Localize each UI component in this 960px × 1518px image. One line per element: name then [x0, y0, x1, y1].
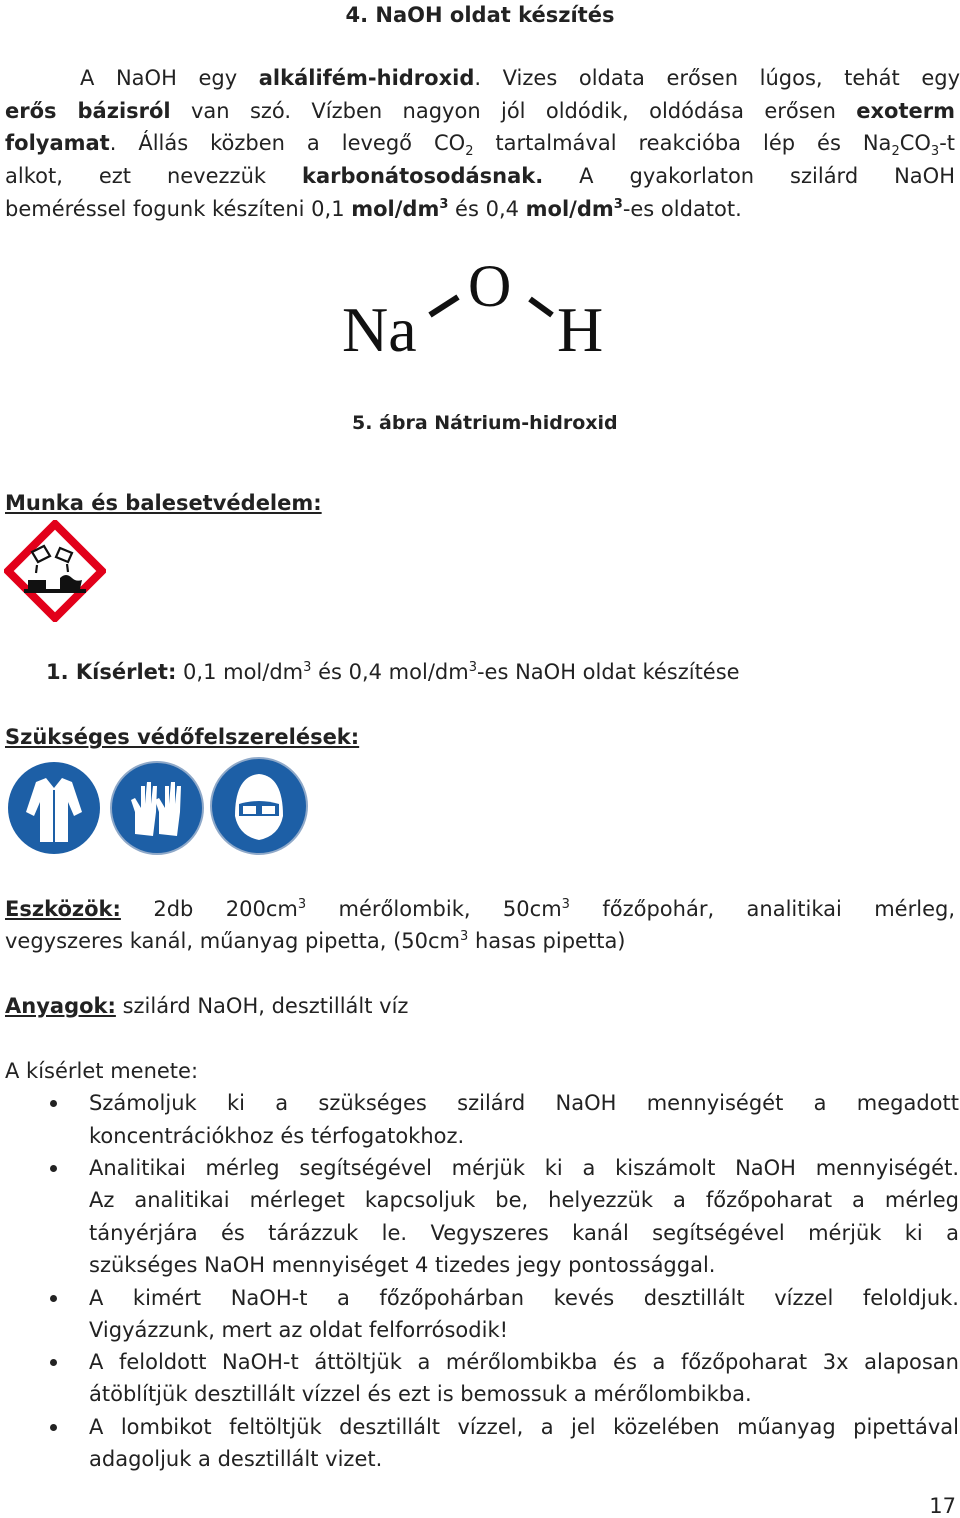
atom-o: O [468, 253, 512, 319]
text: 2db 200cm [120, 897, 298, 921]
intro-line-4 [5, 160, 955, 192]
unit: mol/dm [351, 197, 440, 221]
text: és 0,4 [448, 197, 526, 221]
bond-o-h [530, 299, 552, 315]
goggles-svg [209, 756, 309, 856]
text: 0,1 mol/dm [176, 660, 304, 684]
tools-line-2 [5, 925, 955, 957]
bullet-icon [50, 1295, 57, 1302]
gloves-icon [109, 760, 205, 856]
text: beméréssel fogunk készíteni 0,1 [5, 197, 352, 221]
ppe-title [5, 722, 359, 752]
step-2-line-3: tányérjára és tárázzuk le. Vegyszeres kanál segítségével mérjük ki a [89, 1221, 959, 1245]
superscript: 3 [561, 897, 570, 912]
step-4-line-1: A feloldott NaOH-t áttöltjük a mérőlombikba és a főzőpoharat 3x alaposan [89, 1350, 959, 1374]
text: vegyszeres kanál, műanyag pipetta, (50cm [5, 929, 460, 953]
bullet-icon [50, 1424, 57, 1431]
bullet-icon [50, 1359, 57, 1366]
procedure-title-text: A kísérlet menete: [5, 1059, 199, 1083]
term: alkálifém-hidroxid [258, 66, 475, 90]
tools-line-1 [5, 893, 955, 925]
text: -t [939, 131, 956, 155]
text: . Állás közben a levegő CO [109, 131, 466, 155]
intro-line-2 [5, 95, 955, 127]
corrosive-hazard-svg [4, 520, 106, 622]
subscript: 3 [930, 144, 940, 160]
step-2-line-1: Analitikai mérleg segítségével mérjük ki a kiszámolt NaOH mennyiségét. [89, 1156, 959, 1180]
term: karbonátosodásnak. [302, 164, 544, 188]
term: folyamat [5, 131, 110, 155]
experiment-number: 1. [46, 660, 76, 684]
materials-line [5, 990, 955, 1022]
text: A NaOH egy [80, 66, 259, 90]
intro-line-5 [5, 193, 955, 225]
text: és 0,4 mol/dm [311, 660, 469, 684]
unit: mol/dm [525, 197, 614, 221]
text: . Vizes oldata erősen lúgos, tehát egy [474, 66, 960, 90]
text: van szó. Vízben nagyon jól oldódik, oldódása erősen [170, 99, 857, 123]
superscript: 3 [297, 897, 307, 912]
gloves-svg [109, 760, 205, 856]
bullet-icon [50, 1100, 57, 1107]
step-3-line-1: A kimért NaOH-t a főzőpohárban kevés desztillált vízzel feloldjuk. [89, 1286, 959, 1310]
intro-line-3 [5, 127, 955, 159]
figure-caption-text: 5. ábra Nátrium-hidroxid [352, 412, 618, 434]
tools-label: Eszközök: [5, 897, 121, 921]
step-1-line-1: Számoljuk ki a szükséges szilárd NaOH mennyiségét a megadott [89, 1091, 959, 1115]
safety-title [5, 488, 322, 518]
page-number [929, 1494, 956, 1518]
experiment-title [46, 656, 740, 688]
lab-coat-icon [6, 760, 102, 856]
text: tartalmával reakcióba lép és Na [473, 131, 892, 155]
materials-label: Anyagok: [5, 994, 116, 1018]
superscript: 3 [468, 660, 477, 675]
corrosive-hazard-icon [4, 520, 106, 622]
text: szilárd NaOH, desztillált víz [115, 994, 409, 1018]
experiment-label: Kísérlet: [75, 660, 177, 684]
ppe-title-text: Szükséges védőfelszerelések: [5, 725, 360, 749]
term: exoterm [856, 99, 955, 123]
superscript: 3 [439, 197, 449, 212]
text: A gyakorlaton szilárd NaOH [543, 164, 956, 188]
atom-h: H [557, 294, 604, 365]
lab-coat-svg [6, 760, 102, 856]
bond-lines [330, 255, 630, 370]
text: hasas pipetta) [468, 929, 626, 953]
page-title [0, 0, 960, 30]
procedure-title [5, 1055, 955, 1087]
safety-title-text: Munka és balesetvédelem: [5, 491, 322, 515]
step-4-line-2: átöblítjük desztillált vízzel és ezt is bemossuk a mérőlombikba. [89, 1382, 752, 1406]
bullet-icon [50, 1165, 57, 1172]
naoh-structure-figure [330, 255, 630, 370]
text: -es NaOH oldat készítése [476, 660, 740, 684]
step-1-line-2: koncentrációkhoz és térfogatokhoz. [89, 1124, 465, 1148]
intro-line-1 [5, 62, 960, 94]
figure-caption [352, 410, 618, 436]
text: főzőpohár, analitikai mérleg, [569, 897, 955, 921]
term: erős bázisról [5, 99, 171, 123]
subscript: 2 [465, 144, 474, 160]
atom-na: Na [342, 294, 417, 365]
text: mérőlombik, 50cm [306, 897, 562, 921]
step-5-line-1: A lombikot feltöltjük desztillált vízzel, a jel közelében műanyag pipettával [89, 1415, 959, 1439]
superscript: 3 [613, 197, 623, 212]
step-2-line-4: szükséges NaOH mennyiséget 4 tizedes jegy pontossággal. [89, 1253, 716, 1277]
text: alkot, ezt nevezzük [5, 164, 302, 188]
text: -es oldatot. [622, 197, 742, 221]
goggles-icon [209, 756, 309, 856]
step-3-line-2: Vigyázzunk, mert az oldat felforrósodik! [89, 1318, 509, 1342]
superscript: 3 [460, 929, 469, 944]
step-5-line-2: adagoljuk a desztillált vizet. [89, 1447, 383, 1471]
text: CO [899, 131, 931, 155]
page-number-text: 17 [929, 1494, 956, 1518]
bond-na-o [430, 297, 458, 315]
page-title-text: 4. NaOH oldat készítés [345, 3, 615, 27]
step-2-line-2: Az analitikai mérleget kapcsoljuk be, helyezzük a főzőpoharat a mérleg [89, 1188, 959, 1212]
subscript: 2 [891, 144, 900, 160]
superscript: 3 [303, 660, 312, 675]
